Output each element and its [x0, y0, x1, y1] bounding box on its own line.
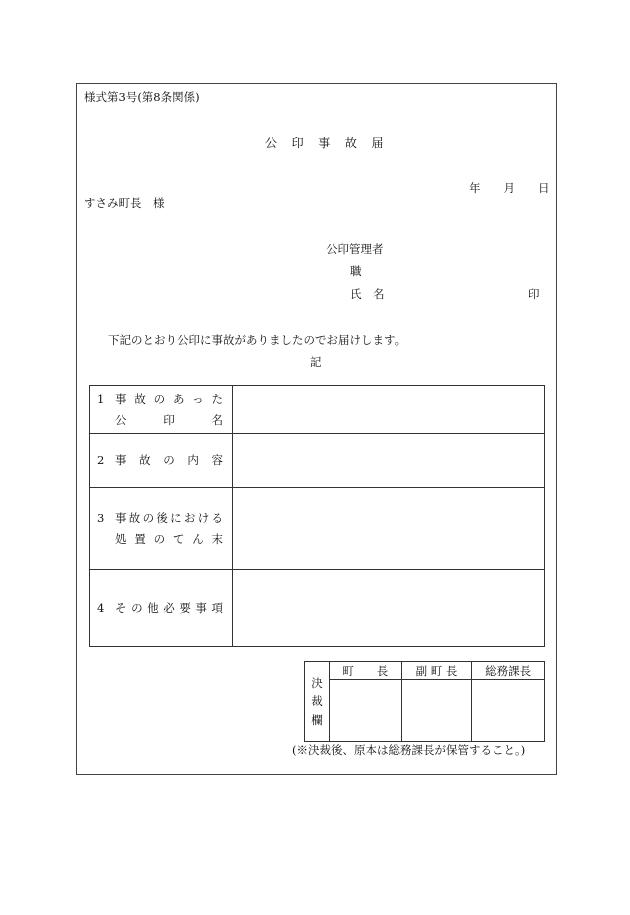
form-number: 様式第3号(第8条関係) [84, 90, 200, 104]
approval-header-general-affairs: 総務課長 [472, 662, 545, 680]
body-text: 下記のとおり公印に事故がありましたのでお届けします。 [108, 333, 407, 347]
item-value-field[interactable] [233, 386, 545, 434]
ki-heading: 記 [310, 355, 322, 369]
addressee: すさみ町長 様 [84, 196, 165, 210]
item-label-line1: その他必要事項 [115, 600, 223, 615]
items-table [89, 385, 545, 647]
item-number: 4 [97, 600, 105, 615]
date-line: 年 月 日 [469, 181, 550, 195]
item-label-line1: 事故のあった [115, 392, 223, 407]
table-row [90, 570, 545, 647]
approval-stamp-vice-mayor[interactable] [401, 680, 472, 742]
item-label-line1: 事故の内容 [115, 453, 223, 468]
approval-stamp-general-affairs[interactable] [472, 680, 545, 742]
item-value-field[interactable] [233, 488, 545, 570]
item-value-field[interactable] [233, 434, 545, 488]
approval-header-vice-mayor: 副 町 長 [401, 662, 472, 680]
item-label-line2: 公印名 [115, 412, 223, 427]
page-title: 公 印 事 故 届 [265, 136, 389, 150]
table-row [90, 386, 545, 434]
approval-label-char: 欄 [311, 712, 323, 727]
item-number: 2 [97, 453, 105, 468]
applicant-role: 公印管理者 [326, 242, 384, 256]
item-label [90, 570, 233, 647]
approval-label [305, 662, 330, 742]
item-label [90, 488, 233, 570]
approval-header-mayor: 町 長 [329, 662, 401, 680]
approval-label-char: 決 [311, 675, 323, 690]
applicant-position-label: 職 [350, 264, 362, 278]
approval-label-char: 裁 [311, 694, 323, 709]
item-label-line1: 事故の後における [115, 511, 223, 526]
table-row [90, 488, 545, 570]
approval-table [304, 661, 545, 742]
storage-note: (※決裁後、原本は総務課長が保管すること。) [292, 743, 526, 757]
item-label [90, 434, 233, 488]
applicant-name-label: 氏 名 [350, 287, 385, 301]
item-number: 1 [97, 392, 105, 407]
table-row [90, 434, 545, 488]
item-label-line2: 処置のてん末 [115, 531, 223, 546]
item-number: 3 [97, 511, 105, 526]
seal-mark: 印 [528, 287, 540, 301]
item-value-field[interactable] [233, 570, 545, 647]
item-label [90, 386, 233, 434]
approval-stamp-mayor[interactable] [329, 680, 401, 742]
